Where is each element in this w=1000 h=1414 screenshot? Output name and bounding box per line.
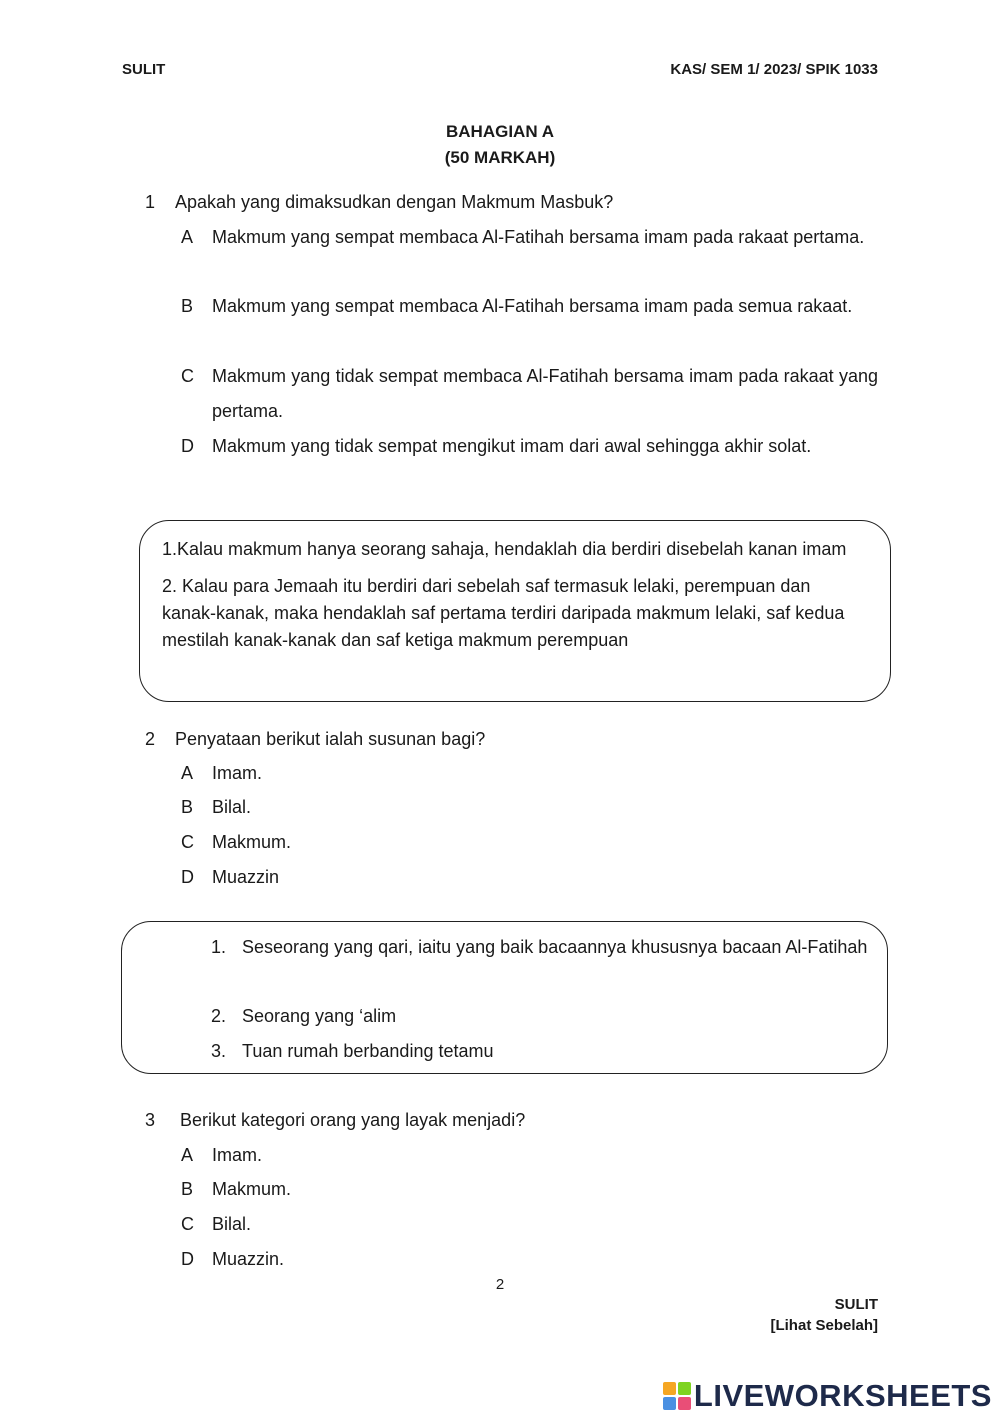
criteria-item-3	[211, 1034, 881, 1069]
option-letter: A	[181, 763, 194, 783]
q2-option-d[interactable]	[181, 860, 878, 895]
q1-option-c[interactable]	[181, 359, 878, 429]
question-number: 2	[145, 729, 156, 749]
logo-square	[678, 1382, 691, 1395]
brand-text: LIVEWORKSHEETS	[693, 1378, 992, 1413]
q2-option-c[interactable]	[181, 825, 878, 860]
logo-square	[663, 1382, 676, 1395]
option-letter: C	[181, 366, 194, 386]
question-2	[145, 729, 485, 750]
liveworksheets-logo[interactable]	[663, 1378, 992, 1414]
option-letter: A	[181, 1145, 194, 1165]
q2-option-b[interactable]	[181, 790, 878, 825]
statement-2: 2. Kalau para Jemaah itu berdiri dari sebelah saf termasuk lelaki, perempuan dan kanak-kanak, maka hendaklah saf pertama terdiri daripada makmum lelaki, saf kedua mestilah kanak-kanak dan saf ketiga makmum perempuan	[162, 576, 845, 650]
option-letter: D	[181, 867, 194, 887]
option-text: Makmum yang sempat membaca Al-Fatihah bersama imam pada rakaat pertama.	[212, 227, 865, 247]
question-text: Apakah yang dimaksudkan dengan Makmum Masbuk?	[175, 192, 614, 212]
statement-box-1	[139, 520, 891, 702]
question-number: 1	[145, 192, 156, 212]
option-letter: D	[181, 436, 194, 456]
option-text: Muazzin.	[212, 1249, 285, 1269]
header-right: KAS/ SEM 1/ 2023/ SPIK 1033	[670, 61, 878, 78]
option-letter: D	[181, 1249, 194, 1269]
question-number: 3	[145, 1110, 156, 1130]
option-letter: C	[181, 832, 194, 852]
question-1	[145, 192, 613, 213]
criteria-number: 3.	[211, 1041, 227, 1061]
question-3	[145, 1110, 525, 1131]
q1-option-b[interactable]	[181, 289, 878, 324]
criteria-text: Tuan rumah berbanding tetamu	[242, 1041, 494, 1061]
q3-option-c[interactable]	[181, 1207, 878, 1242]
section-marks: (50 MARKAH)	[444, 148, 556, 167]
q1-option-a[interactable]	[181, 220, 878, 255]
q2-option-a[interactable]	[181, 756, 878, 791]
option-text: Makmum.	[212, 832, 292, 852]
section-title: BAHAGIAN A	[446, 122, 554, 141]
logo-square	[663, 1397, 676, 1410]
criteria-text: Seseorang yang qari, iaitu yang baik bacaannya khususnya bacaan Al-Fatihah	[242, 937, 868, 957]
q3-option-a[interactable]	[181, 1138, 878, 1173]
q3-option-d[interactable]	[181, 1242, 878, 1277]
header-left: SULIT	[122, 61, 166, 78]
option-letter: B	[181, 1179, 194, 1199]
option-text: Imam.	[212, 763, 263, 783]
question-text: Berikut kategori orang yang layak menjadi?	[180, 1110, 526, 1130]
page-number: 2	[495, 1276, 505, 1293]
option-text: Makmum yang tidak sempat membaca Al-Fatihah bersama imam pada rakaat yang pertama.	[212, 366, 878, 421]
criteria-item-2	[211, 999, 881, 1034]
option-text: Bilal.	[212, 1214, 252, 1234]
option-letter: A	[181, 227, 194, 247]
criteria-number: 2.	[211, 1006, 227, 1026]
statement-1: 1.Kalau makmum hanya seorang sahaja, hendaklah dia berdiri disebelah kanan imam	[162, 539, 847, 559]
option-letter: B	[181, 296, 194, 316]
option-letter: B	[181, 797, 194, 817]
criteria-number: 1.	[211, 937, 227, 957]
option-letter: C	[181, 1214, 194, 1234]
criteria-text: Seorang yang ‘alim	[242, 1006, 397, 1026]
q1-option-d[interactable]	[181, 429, 878, 464]
footer-lihat-sebelah: [Lihat Sebelah]	[770, 1317, 878, 1334]
option-text: Makmum yang sempat membaca Al-Fatihah bersama imam pada semua rakaat.	[212, 296, 853, 316]
q3-option-b[interactable]	[181, 1172, 878, 1207]
option-text: Bilal.	[212, 797, 252, 817]
footer-sulit: SULIT	[834, 1296, 878, 1313]
logo-square	[678, 1397, 691, 1410]
question-text: Penyataan berikut ialah susunan bagi?	[175, 729, 486, 749]
criteria-item-1	[211, 930, 881, 965]
option-text: Imam.	[212, 1145, 263, 1165]
option-text: Makmum yang tidak sempat mengikut imam dari awal sehingga akhir solat.	[212, 436, 812, 456]
liveworksheets-icon	[663, 1382, 691, 1410]
option-text: Makmum.	[212, 1179, 292, 1199]
option-text: Muazzin	[212, 867, 280, 887]
